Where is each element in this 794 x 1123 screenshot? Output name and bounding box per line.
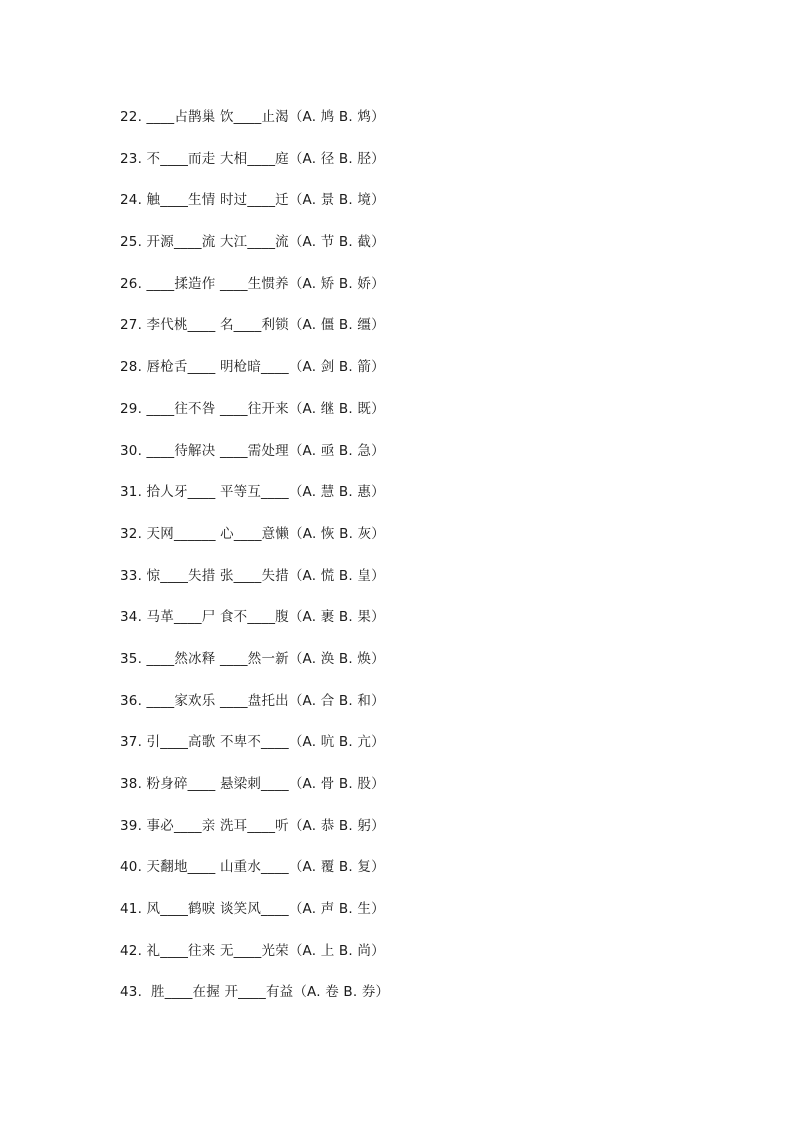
question-36: 36. ____家欢乐 ____盘托出（A. 合 B. 和） — [120, 692, 385, 709]
question-27: 27. 李代桃____ 名____利锁（A. 僵 B. 缰） — [120, 317, 385, 334]
question-43: 43. 胜____在握 开____有益（A. 卷 B. 券） — [120, 984, 390, 1001]
question-39: 39. 事必____亲 洗耳____听（A. 恭 B. 躬） — [120, 817, 385, 834]
question-23: 23. 不____而走 大相____庭（A. 径 B. 胫） — [120, 150, 385, 167]
question-32: 32. 天网______ 心____意懒（A. 恢 B. 灰） — [120, 525, 385, 542]
question-40: 40. 天翻地____ 山重水____（A. 覆 B. 复） — [120, 859, 385, 876]
question-38: 38. 粉身碎____ 悬梁刺____（A. 骨 B. 股） — [120, 776, 385, 792]
question-41: 41. 风____鹤唳 谈笑风____（A. 声 B. 生） — [120, 901, 385, 918]
question-list — [120, 106, 389, 1023]
question-25: 25. 开源____流 大江____流（A. 节 B. 截） — [120, 234, 385, 251]
question-30: 30. ____待解决 ____需处理（A. 亟 B. 急） — [120, 442, 385, 459]
question-24: 24. 触____生情 时过____迁（A. 景 B. 境） — [120, 192, 385, 209]
question-28: 28. 唇枪舌____ 明枪暗____（A. 剑 B. 箭） — [120, 359, 385, 376]
question-37: 37. 引____高歌 不卑不____（A. 吭 B. 亢） — [120, 734, 385, 751]
question-31: 31. 拾人牙____ 平等互____（A. 慧 B. 惠） — [120, 484, 385, 501]
question-35: 35. ____然冰释 ____然一新（A. 涣 B. 焕） — [120, 650, 385, 667]
question-22: 22. ____占鹊巢 饮____止渴（A. 鸠 B. 鸩） — [120, 109, 385, 125]
question-26: 26. ____揉造作 ____生惯养（A. 矫 B. 娇） — [120, 275, 385, 292]
question-42: 42. 礼____往来 无____光荣（A. 上 B. 尚） — [120, 942, 385, 959]
question-29: 29. ____往不咎 ____往开来（A. 继 B. 既） — [120, 400, 385, 417]
question-33: 33. 惊____失措 张____失措（A. 慌 B. 皇） — [120, 567, 385, 584]
question-34: 34. 马革____尸 食不____腹（A. 裹 B. 果） — [120, 609, 385, 626]
